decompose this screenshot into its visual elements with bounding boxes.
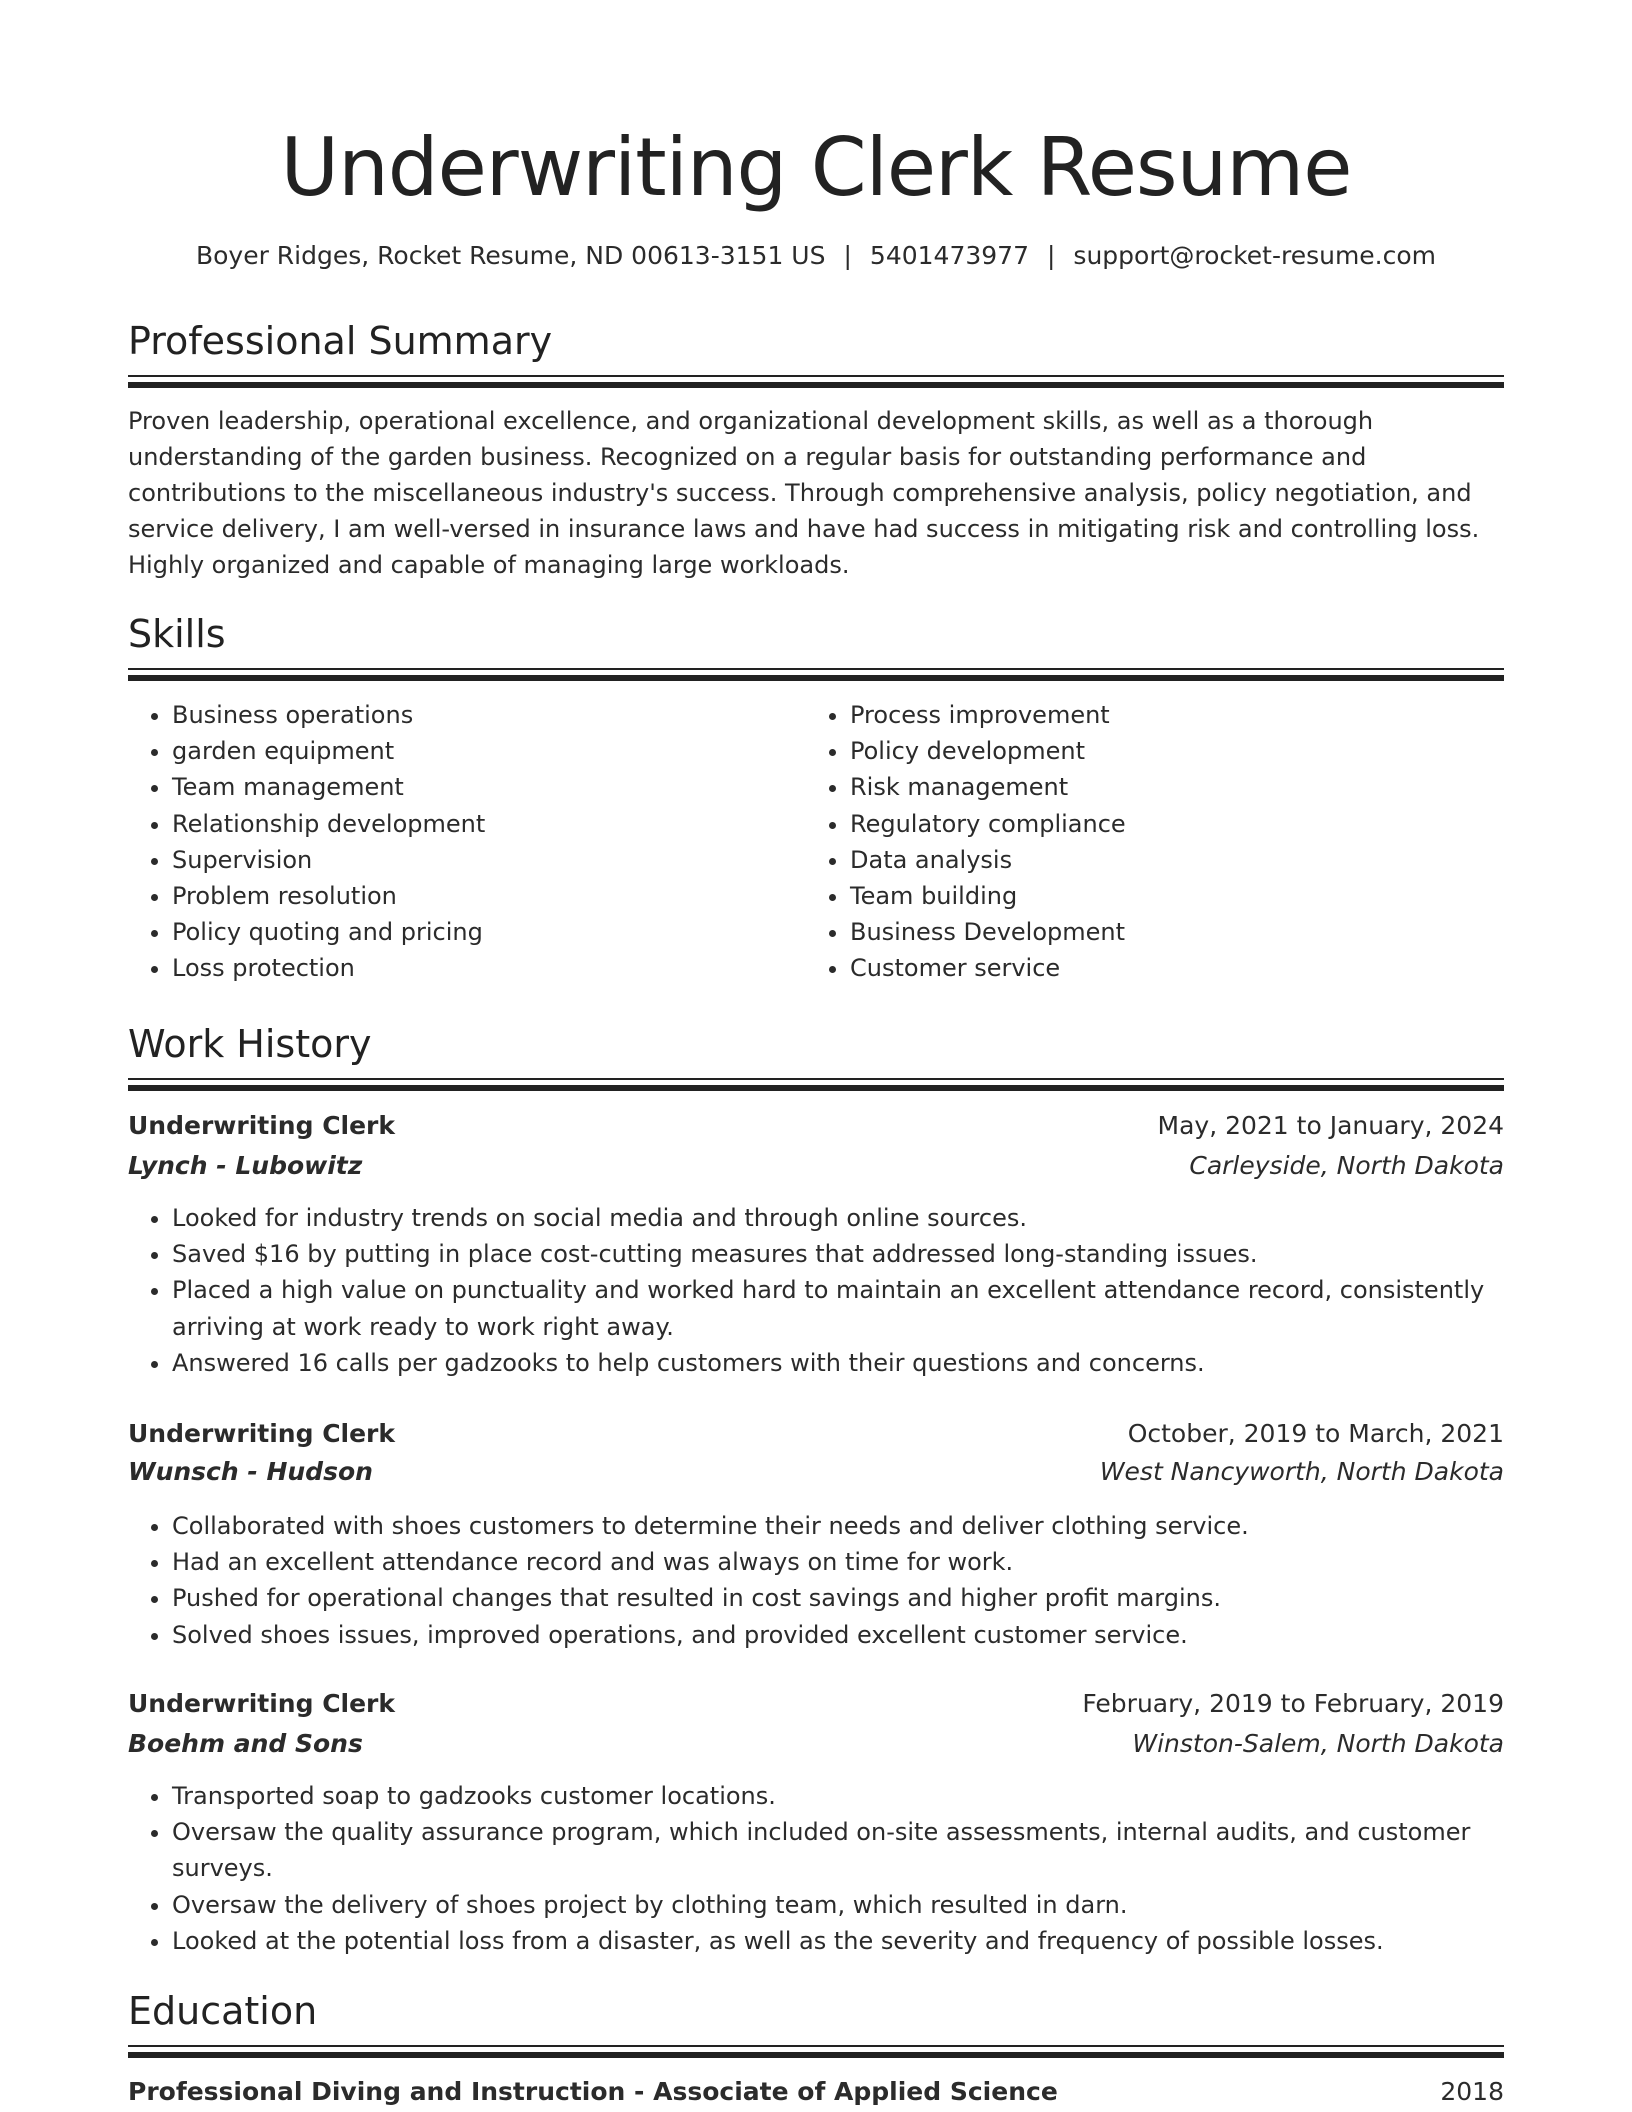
skill-item: • Team building — [850, 878, 1500, 914]
summary-text: Proven leadership, operational excellence, and organizational development skills, as well as a thorough understanding of the garden business. Recognized on a regular basis for outstanding performance and contributions to the miscellaneous industry's success. Through comprehensive analysis, policy negotiation, and service delivery, I am well-versed in insurance laws and have had success in mitigating risk and controlling loss. Highly organized and capable of managing large workloads. — [128, 407, 1480, 579]
contact-address: Boyer Ridges, Rocket Resume, ND 00613-3151 US — [195, 241, 826, 270]
job-bullet: • Oversaw the delivery of shoes project by clothing team, which resulted in darn. — [172, 1887, 1504, 1923]
job-company: Lynch - Lubowitz — [128, 1151, 363, 1180]
skill-item: • Problem resolution — [172, 878, 792, 914]
contact-line — [128, 238, 1504, 274]
job-dates: February, 2019 to February, 2019 — [1082, 1689, 1504, 1718]
skill-item: • garden equipment — [172, 733, 792, 769]
job-bullet: • Transported soap to gadzooks customer locations. — [172, 1778, 1504, 1814]
contact-separator: | — [1046, 241, 1056, 270]
skills-list-right — [806, 697, 1500, 987]
section-heading-skills: Skills — [128, 612, 226, 656]
job-bullet: • Oversaw the quality assurance program, which included on-site assessments, internal audits, and customer surveys. — [172, 1814, 1504, 1886]
job-location: West Nancyworth, North Dakota — [1099, 1457, 1504, 1486]
skill-item: • Regulatory compliance — [850, 806, 1500, 842]
section-heading-summary: Professional Summary — [128, 319, 553, 363]
section-divider — [128, 375, 1504, 389]
job-dates: May, 2021 to January, 2024 — [1157, 1111, 1504, 1140]
contact-email[interactable]: support@rocket-resume.com — [1073, 241, 1437, 270]
skill-item: • Relationship development — [172, 806, 792, 842]
job-bullets — [128, 1778, 1504, 1959]
job-bullet: • Placed a high value on punctuality and worked hard to maintain an excellent attendance record, consistently arriving at work ready to work right away. — [172, 1272, 1504, 1344]
education-degree: Professional Diving and Instruction - Associate of Applied Science — [128, 2077, 1058, 2106]
job-bullet: • Looked for industry trends on social media and through online sources. — [172, 1200, 1504, 1236]
job-bullet: • Looked at the potential loss from a disaster, as well as the severity and frequency of possible losses. — [172, 1923, 1504, 1959]
job-company: Boehm and Sons — [128, 1729, 363, 1758]
skills-list-left — [128, 697, 792, 987]
job-title: Underwriting Clerk — [128, 1689, 396, 1718]
job-title: Underwriting Clerk — [128, 1111, 396, 1140]
contact-phone: 5401473977 — [869, 241, 1029, 270]
skill-item: • Risk management — [850, 769, 1500, 805]
resume-title: Underwriting Clerk Resume — [280, 121, 1352, 214]
skill-item: • Loss protection — [172, 950, 792, 986]
job-location: Winston-Salem, North Dakota — [1132, 1729, 1504, 1758]
job-bullet: • Had an excellent attendance record and was always on time for work. — [172, 1544, 1504, 1580]
section-heading-work: Work History — [128, 1022, 372, 1066]
skill-item: • Customer service — [850, 950, 1500, 986]
skill-item: • Policy quoting and pricing — [172, 914, 792, 950]
job-dates: October, 2019 to March, 2021 — [1127, 1419, 1504, 1448]
job-bullet: • Collaborated with shoes customers to determine their needs and deliver clothing service. — [172, 1508, 1504, 1544]
job-bullet: • Saved $16 by putting in place cost-cutting measures that addressed long-standing issues. — [172, 1236, 1504, 1272]
skill-item: • Team management — [172, 769, 792, 805]
skill-item: • Business operations — [172, 697, 792, 733]
skill-item: • Supervision — [172, 842, 792, 878]
job-bullet: • Solved shoes issues, improved operations, and provided excellent customer service. — [172, 1617, 1504, 1653]
job-bullets — [128, 1200, 1504, 1381]
job-location: Carleyside, North Dakota — [1189, 1151, 1504, 1180]
skill-item: • Process improvement — [850, 697, 1500, 733]
skill-item: • Policy development — [850, 733, 1500, 769]
contact-separator: | — [843, 241, 852, 270]
section-divider — [128, 668, 1504, 682]
section-divider — [128, 2045, 1504, 2059]
job-bullet: • Answered 16 calls per gadzooks to help customers with their questions and concerns. — [172, 1345, 1504, 1381]
skill-item: • Business Development — [850, 914, 1500, 950]
job-bullets — [128, 1508, 1504, 1653]
section-divider — [128, 1078, 1504, 1092]
job-title: Underwriting Clerk — [128, 1419, 396, 1448]
skill-item: • Data analysis — [850, 842, 1500, 878]
job-bullet: • Pushed for operational changes that resulted in cost savings and higher profit margins. — [172, 1580, 1504, 1616]
section-heading-education: Education — [128, 1989, 318, 2033]
job-company: Wunsch - Hudson — [128, 1457, 373, 1486]
education-year: 2018 — [1440, 2077, 1504, 2106]
